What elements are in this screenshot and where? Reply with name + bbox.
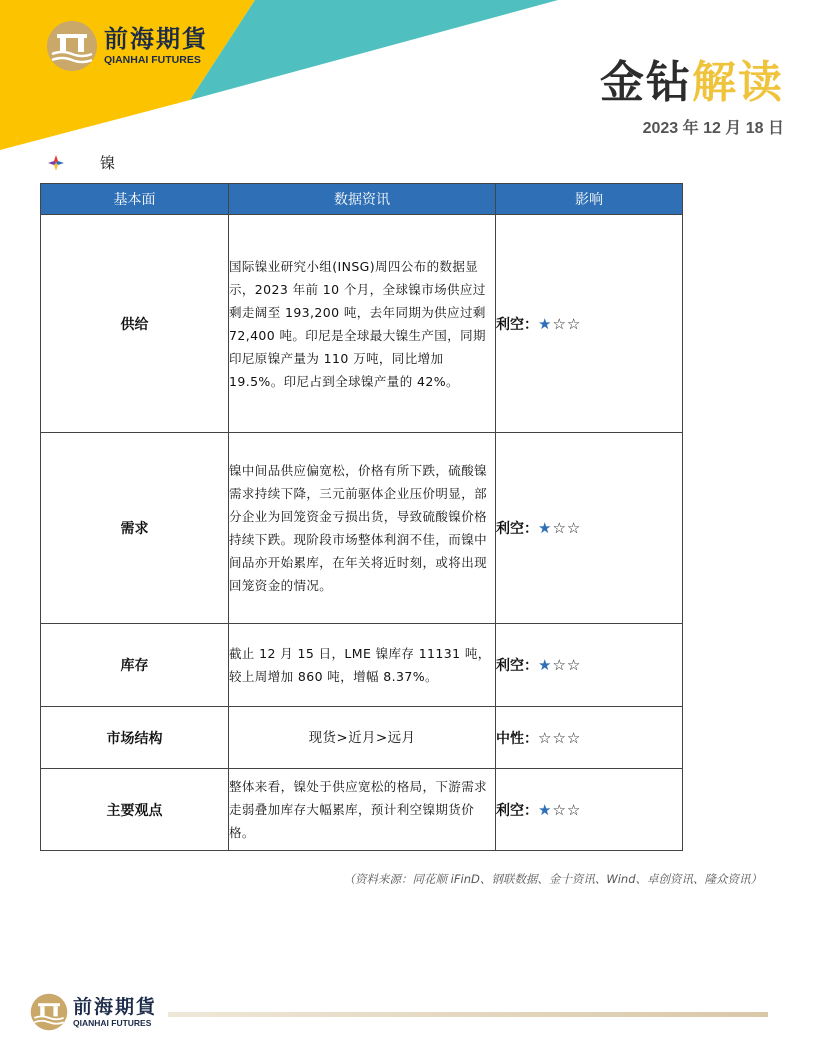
section-label: 镍: [100, 154, 116, 172]
header-data-info: 数据资讯: [229, 184, 496, 215]
row-category: 市场结构: [41, 707, 229, 769]
row-info: 国际镍业研究小组(INSG)周四公布的数据显示，2023 年前 10 个月，全球镍市场供应过剩走阔至 193,200 吨，去年同期为供应过剩 72,400 吨。印尼是全球最大镍生产国，同期印尼原镍产量为 110 万吨，同比增加 19.5%。印尼占到全球镍产量的 42%。: [229, 215, 496, 433]
row-impact: [496, 707, 683, 769]
row-impact: [496, 769, 683, 851]
section-heading: [48, 152, 115, 173]
fundamentals-table: [40, 183, 683, 851]
star-empty-icon: ☆☆☆: [538, 728, 582, 747]
star-filled-icon: ★: [538, 800, 553, 819]
star-empty-icon: ☆☆: [552, 519, 582, 537]
row-category: 库存: [41, 624, 229, 707]
row-info: 整体来看，镍处于供应宽松的格局，下游需求走弱叠加库存大幅累库，预计利空镍期货价格。: [229, 769, 496, 851]
rating-stars: [538, 729, 581, 747]
company-logo: [46, 20, 208, 72]
row-impact: [496, 433, 683, 624]
header-impact: 影响: [496, 184, 683, 215]
rating-stars: [538, 656, 581, 674]
diamond-bullet-icon: [48, 155, 64, 171]
row-info: 现货>近月>远月: [229, 707, 496, 769]
star-empty-icon: ☆☆: [552, 656, 582, 674]
row-category: 需求: [41, 433, 229, 624]
rating-stars: [538, 315, 581, 333]
table-row-main-view: [41, 769, 683, 851]
star-empty-icon: ☆☆: [552, 800, 582, 819]
rating-stars: [538, 801, 581, 819]
row-impact: [496, 624, 683, 707]
star-filled-icon: ★: [538, 656, 553, 674]
title-part2: 解读: [692, 57, 784, 108]
footer-divider: [168, 1012, 768, 1017]
row-category: 主要观点: [41, 769, 229, 851]
impact-label: 利空：: [496, 316, 538, 333]
star-empty-icon: ☆☆: [552, 314, 582, 333]
logo-en-text: QIANHAI FUTURES: [104, 54, 201, 66]
row-info: 镍中间品供应偏宽松，价格有所下跌，硫酸镍需求持续下降，三元前驱体企业压价明显，部分企业为回笼资金亏损出货，导致硫酸镍价格持续下跌。现阶段市场整体利润不佳，而镍中间品亦开始累库，在年关将近时刻，或将出现回笼资金的情况。: [229, 433, 496, 624]
impact-label: 利空：: [496, 802, 538, 819]
table-row-demand: [41, 433, 683, 624]
table-row-supply: [41, 215, 683, 433]
footer-logo: [30, 993, 157, 1031]
row-impact: [496, 215, 683, 433]
footer-logo-cn: 前海期貨: [73, 995, 158, 1018]
table-row-market-structure: [41, 707, 683, 769]
page-title: [600, 46, 784, 110]
impact-label: 利空：: [496, 658, 538, 674]
row-category: 供给: [41, 215, 229, 433]
row-info: 截止 12 月 15 日，LME 镍库存 11131 吨，较上周增加 860 吨，增幅 8.37%。: [229, 624, 496, 707]
star-filled-icon: ★: [538, 314, 553, 333]
logo-emblem-icon: [46, 20, 98, 72]
impact-label: 利空：: [496, 521, 538, 537]
footer-emblem-icon: [30, 993, 68, 1031]
logo-cn-text: 前海期貨: [104, 24, 208, 53]
impact-label: 中性：: [496, 730, 538, 747]
title-part1: 金钻: [600, 57, 692, 108]
data-source-note: （资料来源：同花顺 iFinD、钢联数据、金十资讯、Wind、卓创资讯、隆众资讯）: [343, 872, 762, 886]
header-fundamentals: 基本面: [41, 184, 229, 215]
table-header-row: [41, 184, 683, 215]
table-row-inventory: [41, 624, 683, 707]
star-filled-icon: ★: [538, 519, 553, 537]
footer-logo-en: QIANHAI FUTURES: [73, 1017, 152, 1028]
rating-stars: [538, 519, 581, 537]
report-date: 2023 年 12 月 18 日: [642, 120, 784, 137]
